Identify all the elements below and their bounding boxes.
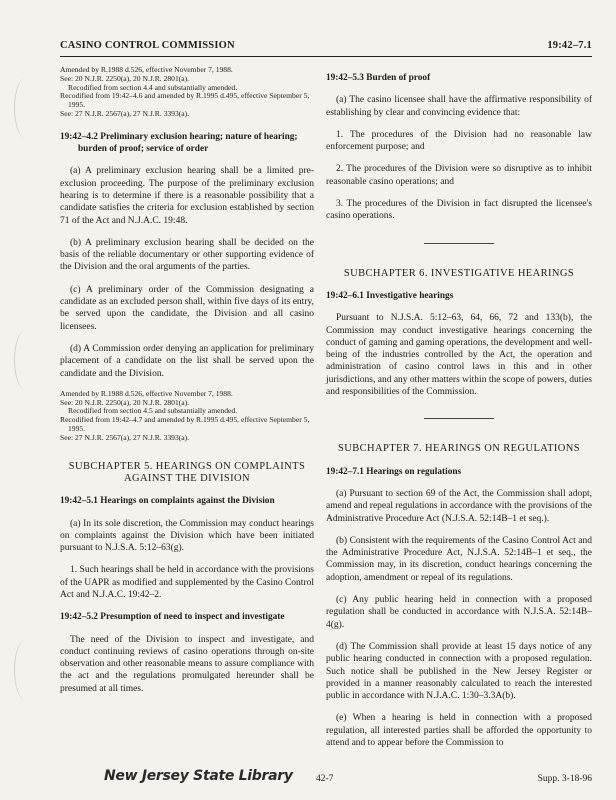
history-note [60,66,314,119]
running-header [60,40,592,54]
paragraph-7-1-c: (c) Any public hearing held in connection with a proposed regulation shall be conducted in accordance with N.J.S.A. 52:14B–4(g). [326,595,592,630]
paragraph-5-1-a-1: 1. Such hearings shall be held in accordance with the provisions of the UAPR as modified and supplemented by the Casino Control Act and N.J.A.C. 19:42–2. [60,565,314,600]
paragraph-5-1-a: (a) In its sole discretion, the Commission may conduct hearings on complaints against the Division which have been initiated pursuant to N.J.S.A. 5:12–63(g). [60,518,314,554]
binding-hole-mark [14,78,37,138]
history-line: See: 27 N.J.R. 2567(a), 27 N.J.R. 3393(a). [60,432,190,442]
header-section-number: 19:42–7.1 [547,40,592,51]
section-heading-5-2: 19:42–5.2 Presumption of need to inspect and investigate [60,612,285,623]
history-line: Recodified from 19:42–4.7 and amended by R.1995 d.495, effective September 5, 1995. [60,415,310,434]
history-line: Amended by R.1988 d.526, effective November 7, 1988. [60,388,233,398]
paragraph-5-2: The need of the Division to inspect and investigate, and conduct continuing reviews of casino operations through on-site observation and other reasonable means to assure compliance with the act and the regulations promulgated hereunder shall be presumed at all times. [60,634,314,694]
header-rule [60,56,592,57]
right-column [326,66,592,759]
page-number: 42-7 [316,774,334,784]
paragraph-5-3-a-2: 2. The procedures of the Division were so disruptive as to inhibit reasonable casino operations; and [326,164,592,187]
history-line: Amended by R.1988 d.526, effective November 7, 1988. [60,65,233,74]
history-note [60,390,314,443]
section-separator [424,418,494,419]
paragraph-7-1-d: (d) The Commission shall provide at least 15 days notice of any public hearing conducted in connection with a proposed regulation. Such notice shall be published in the New Jersey Register or provided in a manner reasonably calculated to reach the interested public in accordance with N.J.A.C. 1:30–3.3A(b). [326,641,592,702]
history-line: Recodified from section 4.4 and substantially amended. [68,82,238,92]
paragraph-a: (a) A preliminary exclusion hearing shall be a limited pre-exclusion proceeding. The purpose of the preliminary exclusion hearing is to determine if there is a reasonable possibility that a candidate satisfies the criteria for exclusion established by section 71 of the Act and N.J.A.C. 19:48. [60,166,314,226]
history-line: Recodified from 19:42–4.6 and amended by R.1995 d.495, effective September 5, 1995. [60,91,310,110]
subchapter-6-heading: SUBCHAPTER 6. INVESTIGATIVE HEARINGS [343,267,575,279]
subchapter-5-heading: SUBCHAPTER 5. HEARINGS ON COMPLAINTS AGAINST THE DIVISION [68,460,306,484]
paragraph-d: (d) A Commission order denying an application for preliminary placement of a candidate on the list shall be served upon the candidate and the Division. [60,343,314,379]
paragraph-7-1-a: (a) Pursuant to section 69 of the Act, the Commission shall adopt, amend and repeal regulations in accordance with the provisions of the Administrative Procedure Act (N.J.S.A. 52:14B–1 et seq.). [326,488,592,524]
paragraph-6-1: Pursuant to N.J.S.A. 5:12–63, 64, 66, 72 and 133(b), the Commission may conduct investigative hearings concerning the conduct of gaming and gaming operations, the development and well-being of the industries controlled by the Act, the operation and administration of casino control laws in this and in other jurisdictions, and any other matters within the scope of powers, duties and responsibilities of the Commission. [326,313,592,398]
paragraph-7-1-e: (e) When a hearing is held in connection with a proposed regulation, all interested parties shall be afforded the opportunity to attend and to appear before the Commission to [326,713,592,748]
history-line: Recodified from section 4.5 and substantially amended. [68,406,238,416]
history-line: See: 20 N.J.R. 2250(a), 20 N.J.R. 2801(a). [60,73,190,83]
subchapter-7-heading: SUBCHAPTER 7. HEARINGS ON REGULATIONS [337,443,581,455]
supplement-date: Supp. 3-18-96 [537,774,592,784]
paragraph-5-3-a-1: 1. The procedures of the Division had no reasonable law enforcement purpose; and [326,129,592,153]
header-title: CASINO CONTROL COMMISSION [60,40,235,51]
section-heading-6-1: 19:42–6.1 Investigative hearings [326,290,454,301]
section-heading-5-3: 19:42–5.3 Burden of proof [326,73,431,83]
paragraph-c: (c) A preliminary order of the Commission designating a candidate as an excluded person shall, within five days of its entry, be served upon the candidate, the Division and all casino licensees. [60,284,314,332]
binding-hole-mark [14,330,37,390]
section-heading-4-2: 19:42–4.2 Preliminary exclusion hearing; nature of hearing; burden of proof; service of order [60,131,298,155]
history-line: See: 27 N.J.R. 2567(a), 27 N.J.R. 3393(a). [60,108,190,118]
paragraph-5-3-a-3: 3. The procedures of the Division in fact disrupted the licensee's casino operations. [326,199,592,222]
paragraph-7-1-b: (b) Consistent with the requirements of the Casino Control Act and the Administrative Procedure Act, N.J.S.A. 52:14B–1 et seq., the Commission may, in its discretion, conduct hearings concerning the adoption, amendment or repeal of its regulations. [326,535,592,583]
left-column [60,66,314,705]
history-line: See: 20 N.J.R. 2250(a), 20 N.J.R. 2801(a). [60,397,190,407]
binding-hole-mark [14,640,37,700]
section-heading-5-1: 19:42–5.1 Hearings on complaints against the Division [60,496,275,507]
section-separator [424,243,494,244]
paragraph-b: (b) A preliminary exclusion hearing shall be decided on the basis of the reliable documentary or other supporting evidence of the Division and the oral arguments of the parties. [60,237,314,273]
library-stamp: New Jersey State Library [104,768,293,784]
section-heading-7-1: 19:42–7.1 Hearings on regulations [326,466,462,477]
paragraph-5-3-a: (a) The casino licensee shall have the affirmative responsibility of establishing by clear and convincing evidence that: [326,95,592,118]
